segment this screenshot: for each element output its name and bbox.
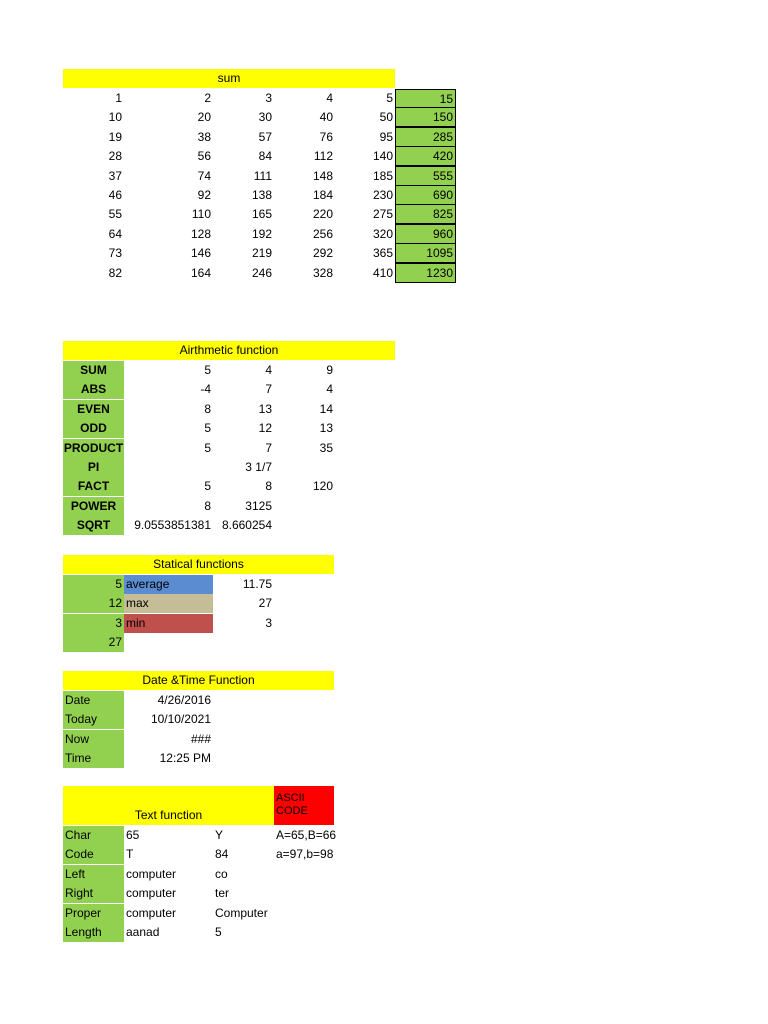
- arith-label: SQRT: [63, 516, 124, 535]
- sum-cell: 128: [190, 226, 211, 241]
- arith-value: 8: [265, 479, 272, 494]
- sum-total-cell: 690: [395, 185, 456, 205]
- sum-total-cell: 15: [395, 89, 456, 109]
- text-label: Code: [63, 845, 124, 864]
- datetime-value: 4/26/2016: [157, 693, 211, 707]
- sum-cell: 73: [108, 246, 122, 261]
- sum-cell: 56: [197, 149, 211, 164]
- stat-result: 27: [258, 596, 272, 611]
- text-result: 84: [215, 847, 229, 862]
- sum-cell: 185: [372, 168, 393, 183]
- text-label: Right: [63, 884, 124, 903]
- ascii-code-header: [274, 786, 334, 825]
- sum-cell: 365: [372, 246, 393, 261]
- text-table-header: [63, 786, 274, 825]
- arith-value: 4: [326, 382, 333, 397]
- sum-cell: 220: [312, 207, 333, 222]
- stat-function-min: min: [124, 614, 213, 633]
- stat-function-max: max: [124, 594, 213, 613]
- arith-value: -4: [200, 382, 211, 397]
- text-arg: computer: [126, 905, 177, 920]
- datetime-label: Date: [63, 691, 124, 710]
- stat-function-average: average: [124, 575, 213, 594]
- sum-cell: 40: [319, 110, 333, 125]
- sum-cell: 46: [108, 188, 122, 202]
- sum-cell: 184: [312, 188, 333, 202]
- datetime-label: Today: [63, 710, 124, 729]
- text-arg: computer: [126, 886, 177, 901]
- stat-number: 27: [63, 633, 124, 652]
- sum-total-cell: 960: [395, 224, 456, 244]
- text-result: ter: [215, 886, 230, 901]
- sum-cell: 146: [190, 246, 211, 261]
- sum-cell: 138: [251, 188, 272, 202]
- text-result: Computer: [215, 905, 268, 920]
- sum-cell: 57: [258, 129, 272, 144]
- text-result: Y: [215, 828, 224, 842]
- text-label: Char: [63, 826, 124, 845]
- arith-label: FACT: [63, 477, 124, 496]
- sum-cell: 50: [379, 110, 393, 125]
- arith-value: 3125: [245, 498, 272, 513]
- arith-value: 9: [326, 363, 333, 377]
- sum-cell: 275: [372, 207, 393, 222]
- sum-total-cell: 825: [395, 204, 456, 224]
- arith-table-title: Airthmetic function: [63, 341, 395, 360]
- sum-cell: 4: [326, 91, 333, 105]
- arith-value: 4: [265, 363, 272, 377]
- sum-cell: 92: [197, 188, 211, 202]
- text-arg: aanad: [126, 925, 160, 939]
- ascii-note: a=97,b=98: [276, 847, 334, 862]
- sum-cell: 20: [197, 110, 211, 125]
- stat-number: 5: [63, 575, 124, 594]
- datetime-label: Now: [63, 730, 124, 749]
- sum-cell: 219: [251, 246, 272, 261]
- arith-value: 13: [319, 421, 333, 436]
- arith-value: 5: [204, 440, 211, 455]
- sum-cell: 28: [108, 149, 122, 164]
- sum-cell: 256: [312, 226, 333, 241]
- text-label: Proper: [63, 904, 124, 923]
- text-label: Left: [63, 865, 124, 884]
- stat-number: 12: [63, 594, 124, 613]
- sum-cell: 2: [204, 91, 211, 105]
- stat-result: 11.75: [242, 577, 272, 591]
- arith-value: 120: [312, 479, 333, 494]
- sum-cell: 55: [108, 207, 122, 222]
- stat-table-title: Statical functions: [63, 555, 334, 574]
- arith-value: 8: [204, 498, 211, 513]
- text-table-title: Text function: [134, 808, 203, 822]
- arith-value: 14: [319, 401, 333, 416]
- sum-cell: 1: [115, 91, 122, 105]
- arith-value: 7: [265, 382, 272, 397]
- arith-value: 13: [258, 401, 272, 416]
- datetime-label: Time: [63, 749, 124, 768]
- arith-label: ABS: [63, 380, 124, 399]
- text-label: Length: [63, 923, 124, 942]
- arith-value: [274, 497, 335, 516]
- sum-cell: 3: [265, 91, 272, 105]
- sum-cell: 30: [258, 110, 272, 125]
- sum-cell: 82: [108, 265, 122, 280]
- sum-total-cell: 285: [395, 127, 456, 147]
- sum-table-title: sum: [63, 69, 395, 88]
- sum-cell: 110: [191, 207, 211, 222]
- text-arg: computer: [126, 866, 177, 881]
- ascii-note: A=65,B=66: [276, 828, 337, 842]
- text-result: co: [215, 866, 228, 881]
- arith-value: 7: [265, 440, 272, 455]
- sum-cell: 164: [190, 265, 211, 280]
- datetime-table-title: Date &Time Function: [63, 671, 334, 690]
- arith-value: 8.660254: [221, 518, 272, 533]
- sum-cell: 246: [251, 265, 272, 280]
- sum-cell: 76: [319, 129, 333, 144]
- sum-cell: 230: [372, 188, 393, 202]
- arith-label: SUM: [63, 361, 124, 380]
- sum-total-cell: 1095: [395, 243, 456, 263]
- sum-cell: 292: [312, 246, 333, 261]
- sum-total-cell: 420: [395, 146, 456, 166]
- datetime-value: 12:25 PM: [159, 751, 211, 766]
- sum-cell: 19: [108, 129, 122, 144]
- arith-label: POWER: [63, 497, 124, 516]
- arith-value: [274, 516, 335, 535]
- sum-total-cell: 150: [395, 107, 456, 127]
- sum-cell: 84: [258, 149, 272, 164]
- arith-value: 5: [204, 363, 211, 377]
- arith-label: PI: [63, 458, 124, 477]
- arith-label: ODD: [63, 419, 124, 438]
- arith-value: 12: [258, 421, 272, 436]
- sum-cell: 111: [253, 168, 272, 183]
- sum-cell: 112: [313, 149, 333, 164]
- arith-value: 5: [204, 479, 211, 494]
- sum-cell: 95: [379, 129, 393, 144]
- sum-cell: 328: [312, 265, 333, 280]
- sum-cell: 410: [372, 265, 393, 280]
- sum-cell: 38: [197, 129, 211, 144]
- sum-total-cell: 1230: [395, 263, 456, 283]
- arith-value: 9.0553851381: [134, 518, 211, 533]
- arith-value: [124, 458, 213, 477]
- sum-cell: 165: [251, 207, 272, 222]
- sum-cell: 192: [251, 226, 272, 241]
- sum-cell: 74: [197, 168, 211, 183]
- arith-value: 8: [204, 401, 211, 416]
- arith-value: [274, 458, 335, 477]
- sum-cell: 37: [108, 168, 122, 183]
- arith-label: EVEN: [63, 400, 124, 419]
- text-arg: T: [126, 847, 134, 862]
- datetime-value: ###: [190, 731, 211, 746]
- arith-value: 3 1/7: [245, 460, 272, 474]
- arith-label: PRODUCT: [63, 439, 124, 458]
- sum-cell: 140: [372, 149, 393, 164]
- sum-total-cell: 555: [395, 166, 456, 186]
- stat-result: 3: [265, 615, 272, 630]
- stat-number: 3: [63, 614, 124, 633]
- arith-value: 5: [204, 421, 211, 436]
- datetime-value: 10/10/2021: [150, 712, 211, 727]
- sum-cell: 320: [372, 226, 393, 241]
- text-result: 5: [215, 925, 222, 939]
- sum-cell: 10: [108, 110, 122, 125]
- ascii-code-title: ASCII CODE: [276, 792, 308, 817]
- sum-cell: 5: [386, 91, 393, 105]
- sum-cell: 64: [108, 226, 122, 241]
- sum-cell: 148: [312, 168, 333, 183]
- text-arg: 65: [126, 828, 140, 842]
- arith-value: 35: [319, 440, 333, 455]
